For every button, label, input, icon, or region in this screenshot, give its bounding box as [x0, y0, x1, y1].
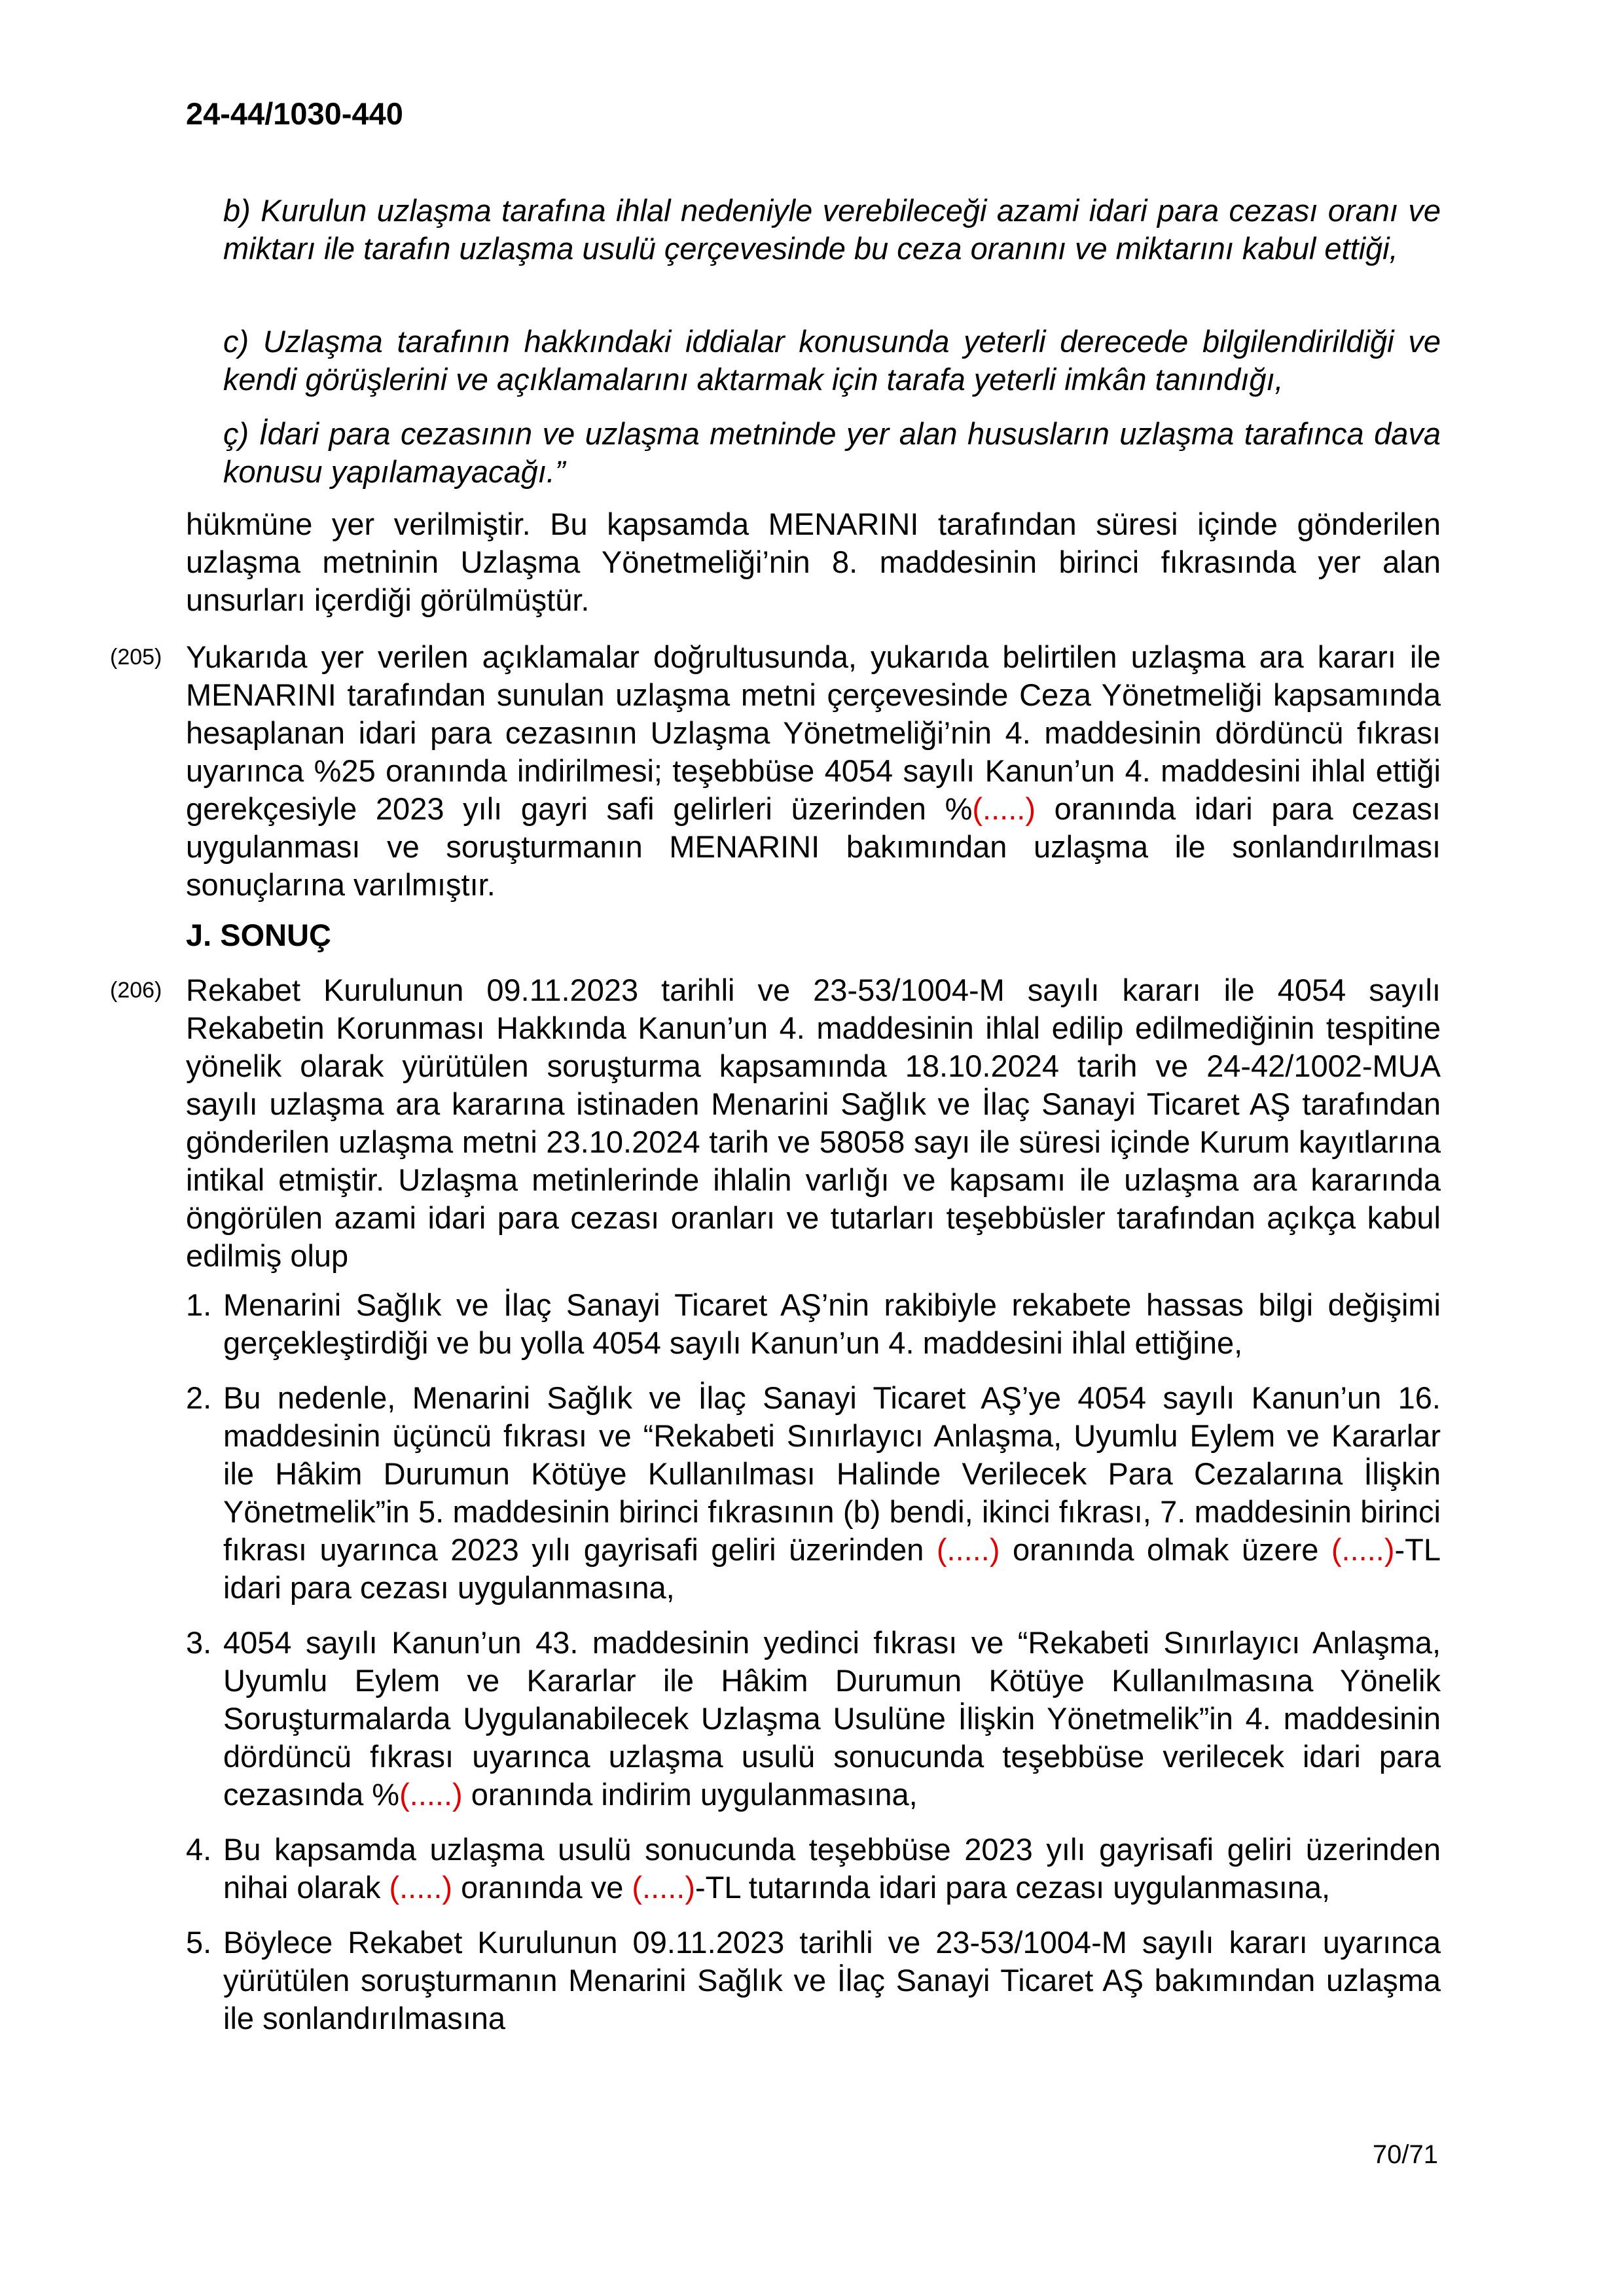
list-item-text: [223, 1831, 1441, 1907]
list-item-number: 2.: [186, 1380, 212, 1415]
quote-item-b: b) Kurulun uzlaşma tarafına ihlal nedeniyle verebileceği azami idari para cezası oranı ve miktarı ile tarafın uzlaşma usulü çerçevesinde bu ceza oranını ve miktarını kabul ettiği,: [223, 193, 1441, 266]
quote-item-c: c) Uzlaşma tarafının hakkındaki iddialar konusunda yeterli derecede bilgilendirildiği ve kendi görüşlerini ve açıklamalarını aktarmak için tarafa yeterli imkân tanındığı,: [223, 324, 1441, 397]
paragraph-205: [186, 638, 1441, 904]
list-item-number: 4.: [186, 1832, 212, 1867]
paragraph-206: Rekabet Kurulunun 09.11.2023 tarihli ve 23-53/1004-M sayılı kararı ile 4054 sayılı Rekabetin Korunması Hakkında Kanun’un 4. maddesinin ihlal edilip edilmediğinin tespitine yönelik olarak yürütülen soruşturma kapsamında 18.10.2024 tarih ve 24-42/1002-MUA sayılı uzlaşma ara kararına istinaden Menarini Sağlık ve İlaç Sanayi Ticaret AŞ tarafından gönderilen uzlaşma metni 23.10.2024 tarih ve 58058 sayı ile süresi içinde Kurum kayıtlarına intikal etmiştir. Uzlaşma metinlerinde ihlalin varlığı ve kapsamı ile uzlaşma ara kararında öngörülen azami idari para cezası oranları ve tutarları teşebbüsler tarafından açıkça kabul edilmiş olup: [186, 973, 1441, 1273]
list-item-number: 5.: [186, 1925, 212, 1960]
paragraph-number: (206): [110, 978, 162, 1003]
redacted-value: (.....): [972, 791, 1036, 826]
paragraph-number: (205): [110, 645, 162, 670]
page-number: 70/71: [1372, 2140, 1438, 2169]
quote-item-cc: ç) İdari para cezasının ve uzlaşma metninde yer alan hususların uzlaşma tarafınca dava konusu yapılamayacağı.”: [223, 416, 1441, 489]
list-item-segment: -TL idari para cezası uygulanmasına,: [223, 1532, 1441, 1605]
paragraph-text: Yukarıda yer verilen açıklamalar doğrultusunda, yukarıda belirtilen uzlaşma ara kararı ile MENARINI tarafından sunulan uzlaşma metni çerçevesinde Ceza Yönetmeliği kapsamında hesaplanan idari para cezasının Uzlaşma Yönetmeliği’nin 4. maddesinin dördüncü fıkrası uyarınca %25 oranında indirilmesi; teşebbüse 4054 sayılı Kanun’un 4. maddesini ihlal ettiği gerekçesiyle 2023 yılı gayri safi gelirleri üzerinden %: [186, 639, 1441, 826]
document-number: 24-44/1030-440: [186, 96, 403, 131]
list-item: [186, 1831, 1441, 1907]
list-item-text: [223, 1624, 1441, 1814]
list-item-number: 3.: [186, 1625, 212, 1660]
list-item-segment: -TL tutarında idari para cezası uygulanmasına,: [695, 1870, 1331, 1905]
redacted-value: (.....): [632, 1870, 695, 1905]
list-item-segment: Bu nedenle, Menarini Sağlık ve İlaç Sanayi Ticaret AŞ’ye 4054 sayılı Kanun’un 16. maddesinin üçüncü fıkrası ve “Rekabeti Sınırlayıcı Anlaşma, Uyumlu Eylem ve Kararlar ile Hâkim Durumun Kötüye Kullanılması Halinde Verilecek Para Cezalarına İlişkin Yönetmelik”in 5. maddesinin birinci fıkrasının (b) bendi, ikinci fıkrası, 7. maddesinin birinci fıkrası uyarınca 2023 yılı gayrisafi geliri üzerinden: [223, 1380, 1441, 1567]
list-item-segment: 4054 sayılı Kanun’un 43. maddesinin yedinci fıkrası ve “Rekabeti Sınırlayıcı Anlaşma, Uyumlu Eylem ve Kararlar ile Hâkim Durumun Kötüye Kullanılmasına Yönelik Soruşturmalarda Uygulanabilecek Uzlaşma Usulüne İlişkin Yönetmelik”in 4. maddesinin dördüncü fıkrası uyarınca uzlaşma usulü sonucunda teşebbüse verilecek idari para cezasında %: [223, 1625, 1441, 1812]
redacted-value: (.....): [936, 1532, 1000, 1567]
list-item-segment: oranında ve: [452, 1870, 632, 1905]
list-item-text: [223, 1924, 1441, 2037]
redacted-value: (.....): [1331, 1532, 1395, 1567]
redacted-value: (.....): [399, 1777, 463, 1812]
list-item-segment: oranında olmak üzere: [1000, 1532, 1331, 1567]
section-title: J. SONUÇ: [186, 918, 331, 952]
list-item-number: 1.: [186, 1287, 212, 1322]
list-item-segment: Menarini Sağlık ve İlaç Sanayi Ticaret AŞ’nin rakibiyle rekabete hassas bilgi değişimi gerçekleştirdiği ve bu yolla 4054 sayılı Kanun’un 4. maddesini ihlal ettiğine,: [223, 1287, 1441, 1360]
list-item: [186, 1379, 1441, 1607]
list-item: [186, 1624, 1441, 1814]
paragraph-continuation: hükmüne yer verilmiştir. Bu kapsamda MENARINI tarafından süresi içinde gönderilen uzlaşma metninin Uzlaşma Yönetmeliği’nin 8. maddesinin birinci fıkrasında yer alan unsurları içerdiği görülmüştür.: [186, 507, 1441, 617]
list-item-segment: oranında indirim uygulanmasına,: [462, 1777, 918, 1812]
list-item-text: [223, 1286, 1441, 1362]
list-item: [186, 1924, 1441, 2037]
list-item: [186, 1286, 1441, 1362]
list-item-segment: Böylece Rekabet Kurulunun 09.11.2023 tarihli ve 23-53/1004-M sayılı kararı uyarınca yürütülen soruşturmanın Menarini Sağlık ve İlaç Sanayi Ticaret AŞ bakımından uzlaşma ile sonlandırılmasına: [223, 1925, 1441, 2036]
list-item-segment: Bu kapsamda uzlaşma usulü sonucunda teşebbüse 2023 yılı gayrisafi geliri üzerinden nihai olarak: [223, 1832, 1441, 1905]
redacted-value: (.....): [389, 1870, 453, 1905]
list-item-text: [223, 1379, 1441, 1607]
numbered-list: [186, 1286, 1441, 2054]
paragraph-text: oranında idari para cezası uygulanması ve soruşturmanın MENARINI bakımından uzlaşma ile sonlandırılması sonuçlarına varılmıştır.: [186, 791, 1441, 902]
